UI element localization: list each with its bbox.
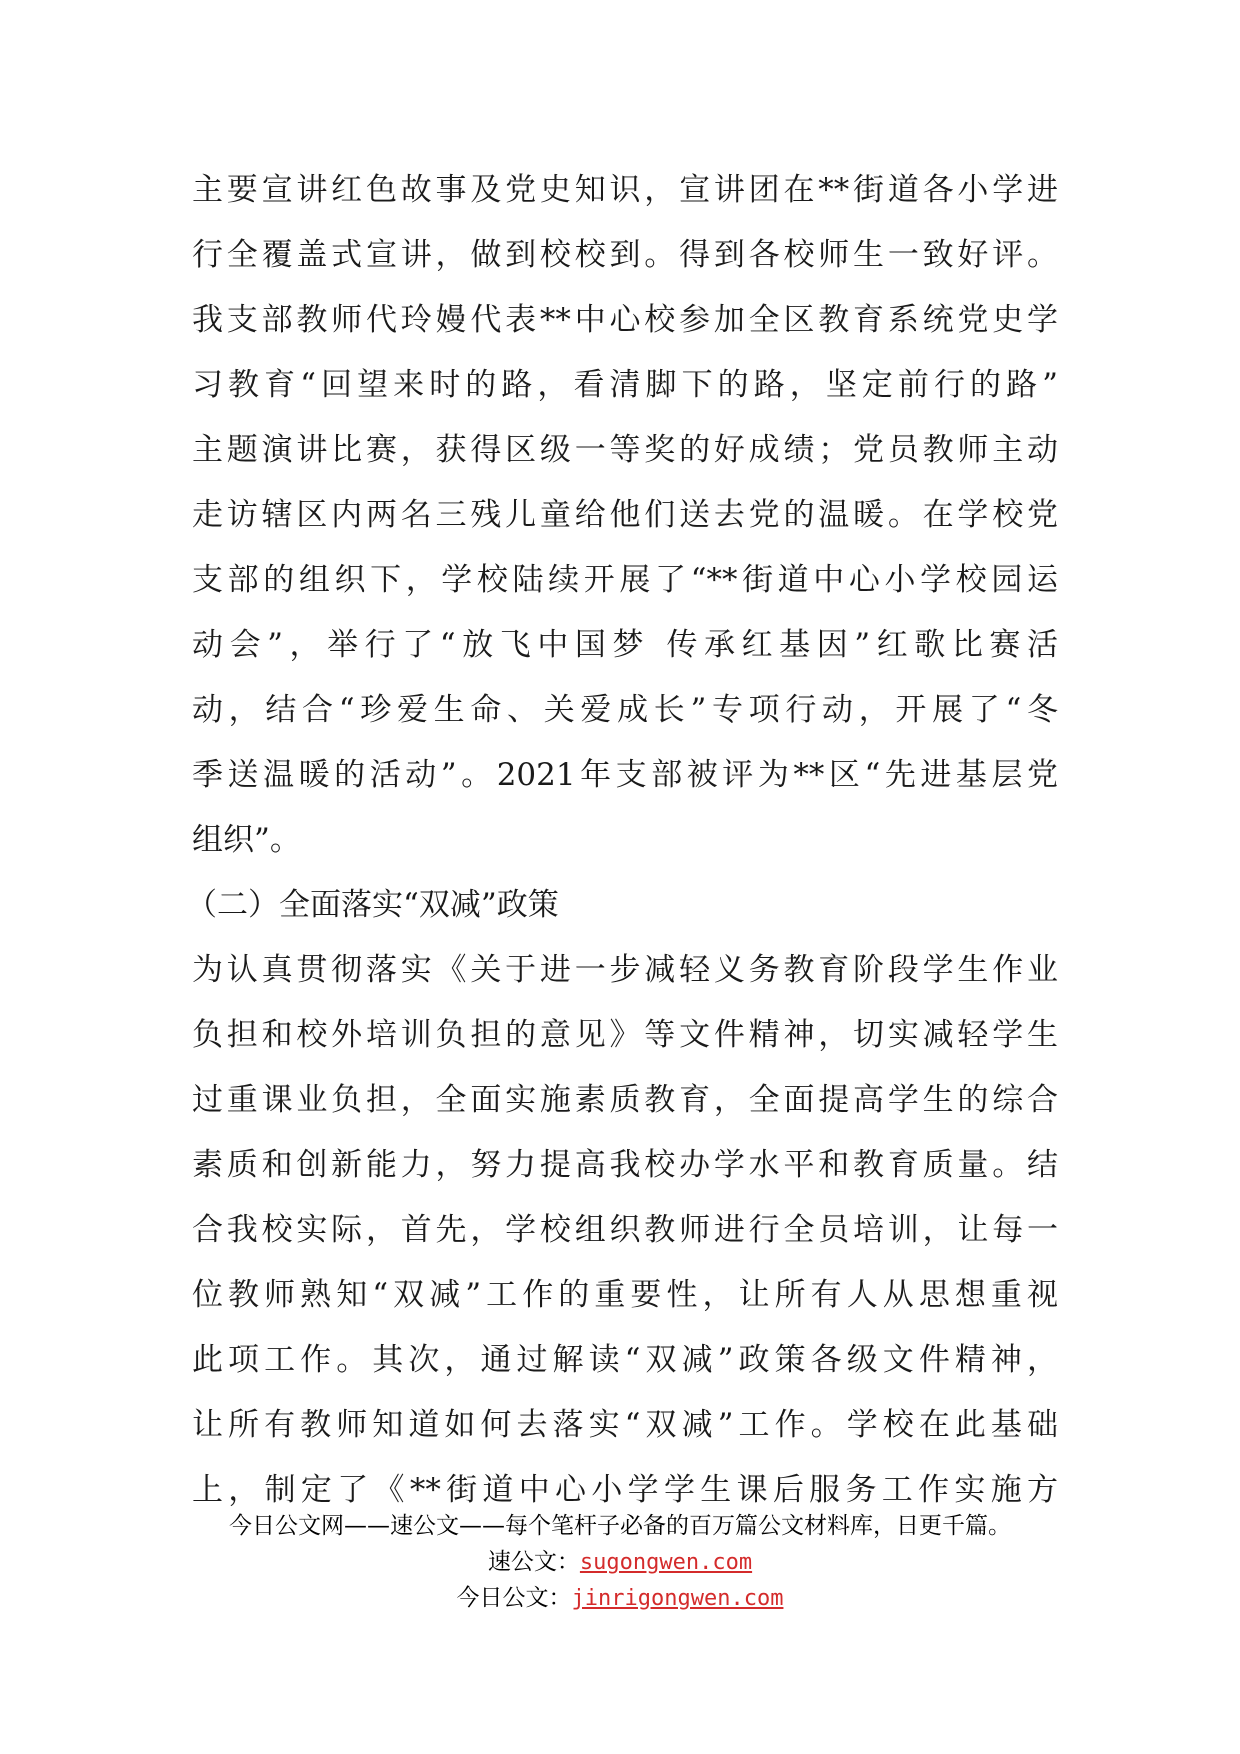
document-body bbox=[186, 158, 1058, 1523]
paragraph-1-line-2: 行全覆盖式宣讲，做到校校到。得到各校师生一致好评。 bbox=[192, 237, 1058, 273]
paragraph-2-line-9: 上，制定了《**街道中心小学学生课后服务工作实施方 bbox=[192, 1472, 1058, 1508]
paragraph-2-line-8: 让所有教师知道如何去落实“双减”工作。学校在此基础 bbox=[192, 1407, 1058, 1443]
paragraph-1-line-3: 我支部教师代玲嫚代表**中心校参加全区教育系统党史学 bbox=[192, 302, 1058, 338]
jinrigongwen-link[interactable]: jinrigongwen.com bbox=[571, 1586, 784, 1611]
paragraph-2-line-4: 素质和创新能力，努力提高我校办学水平和教育质量。结 bbox=[192, 1147, 1058, 1183]
sugongwen-link[interactable]: sugongwen.com bbox=[579, 1550, 753, 1575]
footer-sugongwen-row bbox=[0, 1544, 1240, 1580]
footer-tagline: 今日公文网——速公文——每个笔杆子必备的百万篇公文材料库，日更千篇。 bbox=[229, 1513, 1011, 1539]
footer-jinri-row bbox=[0, 1580, 1240, 1616]
paragraph-2-line-5: 合我校实际，首先，学校组织教师进行全员培训，让每一 bbox=[192, 1212, 1058, 1248]
paragraph-1-line-11: 组织”。 bbox=[192, 822, 301, 858]
footer-jinri-label: 今日公文： bbox=[456, 1585, 572, 1611]
paragraph-1-line-5: 主题演讲比赛，获得区级一等奖的好成绩；党员教师主动 bbox=[192, 432, 1058, 468]
paragraph-2-line-7: 此项工作。其次，通过解读“双减”政策各级文件精神， bbox=[192, 1342, 1058, 1378]
paragraph-2-line-6: 位教师熟知“双减”工作的重要性，让所有人从思想重视 bbox=[192, 1277, 1058, 1313]
page-footer bbox=[0, 1508, 1240, 1616]
paragraph-1-line-1: 主要宣讲红色故事及党史知识，宣讲团在**街道各小学进 bbox=[192, 172, 1058, 208]
paragraph-2-line-3: 过重课业负担，全面实施素质教育，全面提高学生的综合 bbox=[192, 1082, 1058, 1118]
paragraph-1-line-8: 动会”，举行了“放飞中国梦 传承红基因”红歌比赛活 bbox=[192, 627, 1058, 663]
paragraph-1-line-9: 动，结合“珍爱生命、关爱成长”专项行动，开展了“冬 bbox=[192, 692, 1058, 728]
paragraph-1-line-4: 习教育“回望来时的路，看清脚下的路，坚定前行的路” bbox=[192, 367, 1058, 403]
paragraph-2-line-2: 负担和校外培训负担的意见》等文件精神，切实减轻学生 bbox=[192, 1017, 1058, 1053]
section-heading-2: （二）全面落实“双减”政策 bbox=[186, 887, 559, 923]
paragraph-2-line-1: 为认真贯彻落实《关于进一步减轻义务教育阶段学生作业 bbox=[192, 952, 1058, 988]
paragraph-1-line-6: 走访辖区内两名三残儿童给他们送去党的温暖。在学校党 bbox=[192, 497, 1058, 533]
paragraph-1-line-7: 支部的组织下，学校陆续开展了“**街道中心小学校园运 bbox=[192, 562, 1058, 598]
footer-sugongwen-label: 速公文： bbox=[487, 1549, 580, 1575]
paragraph-1-line-10: 季送温暖的活动”。2021年支部被评为**区“先进基层党 bbox=[192, 757, 1058, 793]
